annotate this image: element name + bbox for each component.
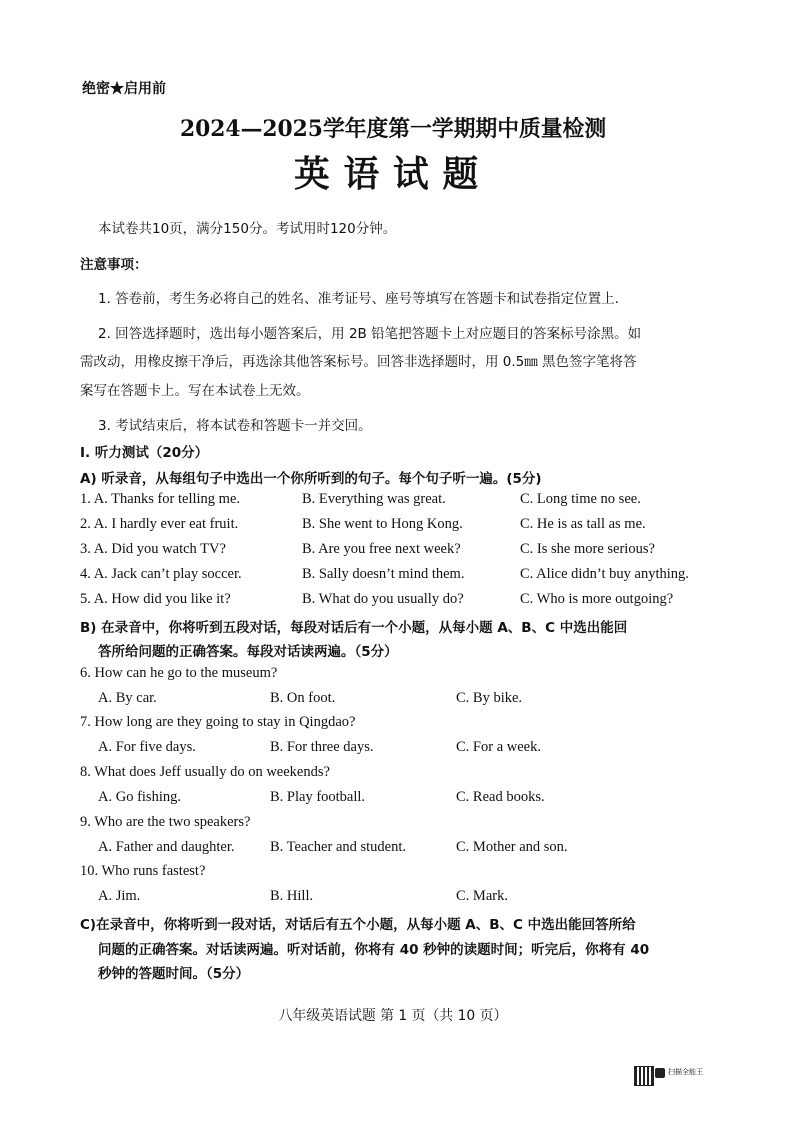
part-c-instruction-line-3: 秒钟的答题时间。（5分） (98, 966, 250, 982)
part-c-instruction-line-1: C)在录音中，你将听到一段对话，对话后有五个小题，从每小题 A、B、C 中选出能回答所给 (80, 917, 636, 933)
q7-option-b: B. For three days. (270, 739, 374, 755)
q3-option-c: C. Is she more serious? (520, 541, 655, 557)
q9-option-a: A. Father and daughter. (98, 839, 235, 855)
q10-option-b: B. Hill. (270, 888, 314, 904)
q10-option-a: A. Jim. (98, 888, 141, 904)
confidential-mark: 绝密★启用前 (82, 81, 166, 97)
q6-question: 6. How can he go to the museum? (80, 665, 278, 681)
exam-title: 2024—2025学年度第一学期期中质量检测 (179, 116, 607, 142)
q8-option-b: B. Play football. (270, 789, 366, 805)
q9-option-c: C. Mother and son. (456, 839, 568, 855)
q3-option-a: 3. A. Did you watch TV? (80, 541, 226, 557)
note-3: 3. 考试结束后，将本试卷和答题卡一并交回。 (98, 418, 372, 434)
q4-option-a: 4. A. Jack can’t play soccer. (80, 566, 242, 582)
q8-question: 8. What does Jeff usually do on weekends? (80, 764, 330, 780)
notes-heading: 注意事项： (80, 257, 148, 273)
q1-option-b: B. Everything was great. (302, 491, 446, 507)
q7-question: 7. How long are they going to stay in Qingdao? (80, 714, 356, 730)
q6-option-a: A. By car. (98, 690, 157, 706)
part-c-instruction-line-2: 问题的正确答案。对话读两遍。听对话前，你将有 40 秒钟的读题时间；听完后，你将有 40 (98, 942, 650, 958)
q2-option-b: B. She went to Hong Kong. (302, 516, 463, 532)
q9-option-b: B. Teacher and student. (270, 839, 407, 855)
part-b-instruction-line-1: B) 在录音中，你将听到五段对话，每段对话后有一个小题，从每小题 A、B、C 中选出能回 (80, 620, 628, 636)
note-2-line-1: 2. 回答选择题时，选出每小题答案后，用 2B 铅笔把答题卡上对应题目的答案标号涂黑。如 (98, 326, 642, 342)
qr-code-icon (634, 1066, 654, 1086)
part-b-instruction-line-2: 答所给问题的正确答案。每段对话读两遍。（5分） (98, 644, 398, 660)
part-a-instruction: A) 听录音，从每组句子中选出一个你所听到的句子。每个句子听一遍。(5分) (80, 471, 542, 487)
q5-option-c: C. Who is more outgoing? (520, 591, 674, 607)
scanner-app-icon (655, 1068, 665, 1078)
q3-option-b: B. Are you free next week? (302, 541, 461, 557)
q7-option-a: A. For five days. (98, 739, 196, 755)
q10-question: 10. Who runs fastest? (80, 863, 206, 879)
note-2-line-2: 需改动，用橡皮擦干净后，再选涂其他答案标号。回答非选择题时，用 0.5㎜ 黑色签字笔将答 (80, 354, 637, 370)
page-footer: 八年级英语试题 第 1 页（共 10 页） (278, 1008, 508, 1024)
subject-title: 英语试题 (294, 153, 493, 195)
q10-option-c: C. Mark. (456, 888, 508, 904)
q5-option-b: B. What do you usually do? (302, 591, 464, 607)
q6-option-b: B. On foot. (270, 690, 336, 706)
q4-option-c: C. Alice didn’t buy anything. (520, 566, 689, 582)
intro-text: 本试卷共10页，满分150分。考试用时120分钟。 (98, 221, 397, 237)
q4-option-b: B. Sally doesn’t mind them. (302, 566, 465, 582)
q2-option-c: C. He is as tall as me. (520, 516, 646, 532)
scanner-app-label: 扫描全能王 (668, 1068, 703, 1076)
section-1-heading: I. 听力测试（20分） (80, 445, 209, 461)
q1-option-c: C. Long time no see. (520, 491, 641, 507)
q6-option-c: C. By bike. (456, 690, 523, 706)
q8-option-a: A. Go fishing. (98, 789, 181, 805)
note-2-line-3: 案写在答题卡上。写在本试卷上无效。 (80, 383, 310, 399)
q8-option-c: C. Read books. (456, 789, 545, 805)
q7-option-c: C. For a week. (456, 739, 541, 755)
note-1: 1. 答卷前，考生务必将自己的姓名、准考证号、座号等填写在答题卡和试卷指定位置上. (98, 291, 619, 307)
q5-option-a: 5. A. How did you like it? (80, 591, 231, 607)
q9-question: 9. Who are the two speakers? (80, 814, 251, 830)
q1-option-a: 1. A. Thanks for telling me. (80, 491, 241, 507)
q2-option-a: 2. A. I hardly ever eat fruit. (80, 516, 239, 532)
